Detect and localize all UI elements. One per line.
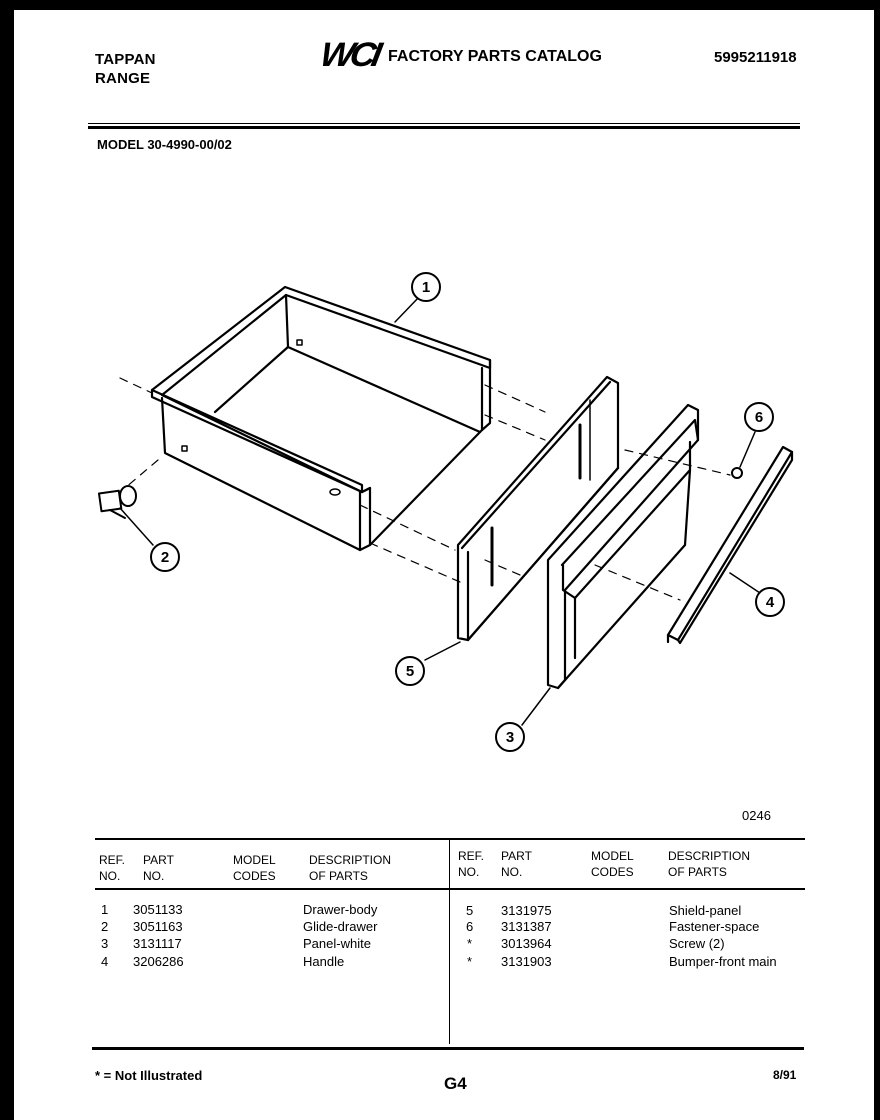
catalog-number: 5995211918 <box>714 49 797 66</box>
scan-border-right <box>874 0 880 1120</box>
panel-white-part <box>548 405 698 688</box>
callout-6 <box>745 403 773 431</box>
table-row: 4 <box>101 954 109 969</box>
part-number: 3131387 <box>501 919 552 934</box>
svg-text:6: 6 <box>754 409 764 426</box>
brand-block <box>95 50 156 88</box>
scan-border-left <box>0 0 14 1120</box>
header-part-no-right: PART NO. <box>501 849 532 879</box>
part-description: Drawer-body <box>303 902 378 917</box>
part-number: 3131117 <box>133 936 182 951</box>
part-description: Fastener-space <box>669 919 760 934</box>
part-description: Shield-panel <box>669 903 742 918</box>
part-number: 3051133 <box>133 902 183 917</box>
table-row: * <box>467 936 473 951</box>
product-type: RANGE <box>95 70 151 87</box>
model-number: MODEL 30-4990-00/02 <box>97 137 232 152</box>
header-rule-thick <box>88 126 800 129</box>
table-row: 2 <box>101 919 109 934</box>
table-row: 5 <box>466 903 474 918</box>
table-top-rule <box>95 838 805 840</box>
part-description: Bumper-front main <box>669 954 777 969</box>
footer-rule <box>92 1047 804 1050</box>
part-number: 3131903 <box>501 954 552 969</box>
header-model-codes: MODEL CODES <box>233 853 276 883</box>
header-part-no: PART NO. <box>143 853 174 883</box>
svg-text:5: 5 <box>405 663 415 680</box>
header-ref-no-right: REF. NO. <box>458 849 485 879</box>
part-description: Glide-drawer <box>303 919 378 934</box>
svg-text:4: 4 <box>765 594 775 611</box>
scan-border-top <box>0 0 880 10</box>
leader-lines <box>120 296 760 725</box>
table-row: 3 <box>101 936 109 951</box>
drawer-body-part <box>152 287 490 550</box>
brand-name: TAPPAN <box>95 51 156 68</box>
svg-text:3: 3 <box>505 729 515 746</box>
wci-logo: WCI <box>317 36 381 74</box>
callout-1 <box>412 273 440 301</box>
callout-5 <box>396 657 424 685</box>
part-description: Handle <box>303 954 345 969</box>
catalog-title: FACTORY PARTS CATALOG <box>388 48 602 65</box>
svg-text:1: 1 <box>421 279 431 296</box>
fastener-part <box>732 468 742 478</box>
part-number: 3131975 <box>501 903 552 918</box>
glide-drawer-part <box>99 486 136 518</box>
figure-number: 0246 <box>742 808 771 823</box>
header-description: DESCRIPTION OF PARTS <box>309 853 392 883</box>
revision-date: 8/91 <box>773 1068 797 1082</box>
not-illustrated-note: * = Not Illustrated <box>95 1068 203 1083</box>
svg-text:2: 2 <box>160 549 170 566</box>
part-number: 3013964 <box>501 936 552 951</box>
callout-4 <box>756 588 784 616</box>
header-ref-no: REF. NO. <box>99 853 126 883</box>
table-row: 1 <box>101 902 109 917</box>
callout-2 <box>151 543 179 571</box>
exploded-parts-diagram <box>90 260 810 760</box>
table-row: * <box>467 954 473 969</box>
header-rule-thin <box>88 123 800 124</box>
table-row: 6 <box>466 919 474 934</box>
part-number: 3206286 <box>133 954 184 969</box>
part-description: Screw (2) <box>669 936 725 951</box>
part-description: Panel-white <box>303 936 371 951</box>
header-model-codes-right: MODEL CODES <box>591 849 634 879</box>
table-header-rule <box>95 888 805 890</box>
table-column-divider <box>449 838 450 1044</box>
page-code: G4 <box>444 1074 467 1093</box>
callout-3 <box>496 723 524 751</box>
header-description-right: DESCRIPTION OF PARTS <box>668 849 751 879</box>
part-number: 3051163 <box>133 919 183 934</box>
